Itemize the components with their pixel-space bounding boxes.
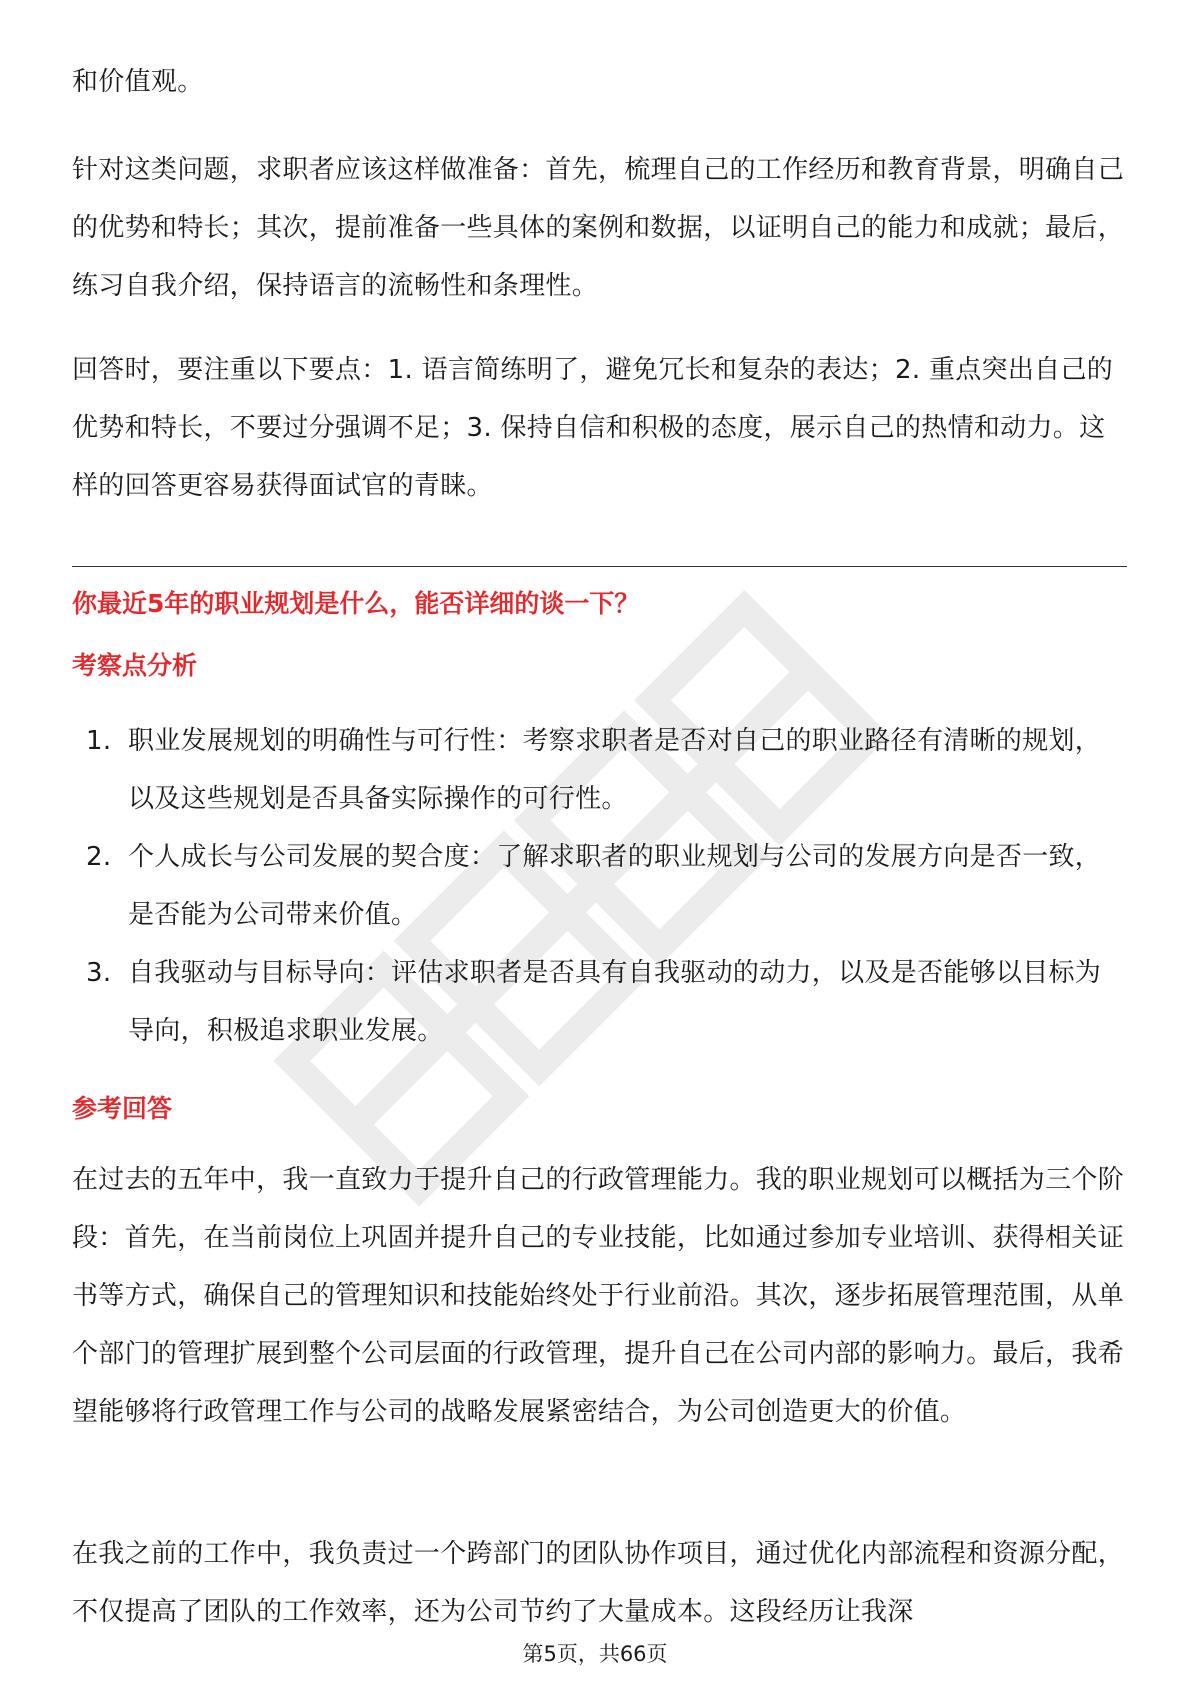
reference-heading: 参考回答: [72, 1094, 173, 1123]
list-item-number: 1.: [86, 726, 112, 756]
paragraph-preparation: 针对这类问题，求职者应该这样做准备：首先，梳理自己的工作经历和教育背景，明确自己的优势和特长；其次，提前准备一些具体的案例和数据，以证明自己的能力和成就；最后，练习自我介绍，保持语言的流畅性和条理性。: [72, 155, 1125, 301]
paragraph-intro-tail: 和价值观。: [72, 67, 204, 97]
list-item-text: 职业发展规划的明确性与可行性：考察求职者是否对自己的职业路径有清晰的规划，以及这些规划是否具备实际操作的可行性。: [128, 726, 1102, 814]
list-item-text: 自我驱动与目标导向：评估求职者是否具有自我驱动的动力，以及是否能够以目标为导向，积极追求职业发展。: [128, 958, 1102, 1046]
section-divider: [72, 566, 1127, 567]
list-item: [72, 828, 1127, 944]
reference-paragraph-1: 在过去的五年中，我一直致力于提升自己的行政管理能力。我的职业规划可以概括为三个阶段：首先，在当前岗位上巩固并提升自己的专业技能，比如通过参加专业培训、获得相关证书等方式，确保自己的管理知识和技能始终处于行业前沿。其次，逐步拓展管理范围，从单个部门的管理扩展到整个公司层面的行政管理，提升自己在公司内部的影响力。最后，我希望能够将行政管理工作与公司的战略发展紧密结合，为公司创造更大的价值。: [72, 1165, 1125, 1427]
question-heading: 你最近5年的职业规划是什么，能否详细的谈一下？: [72, 589, 640, 618]
list-item-number: 3.: [86, 958, 112, 988]
page-footer: 第5页，共66页: [522, 1642, 668, 1666]
analysis-heading: 考察点分析: [72, 651, 198, 680]
list-item: [72, 712, 1127, 828]
paragraph-answer-tips: 回答时，要注重以下要点：1. 语言简练明了，避免冗长和复杂的表达；2. 重点突出自己的优势和特长，不要过分强调不足；3. 保持自信和积极的态度，展示自己的热情和动力。这样的回答更容易获得面试官的青睐。: [72, 355, 1114, 501]
list-item: [72, 944, 1127, 1060]
list-item-text: 个人成长与公司发展的契合度：了解求职者的职业规划与公司的发展方向是否一致，是否能为公司带来价值。: [128, 842, 1102, 930]
list-item-number: 2.: [86, 842, 112, 872]
analysis-list: [72, 712, 1127, 1060]
reference-paragraph-2: 在我之前的工作中，我负责过一个跨部门的团队协作项目，通过优化内部流程和资源分配，不仅提高了团队的工作效率，还为公司节约了大量成本。这段经历让我深: [72, 1539, 1125, 1627]
